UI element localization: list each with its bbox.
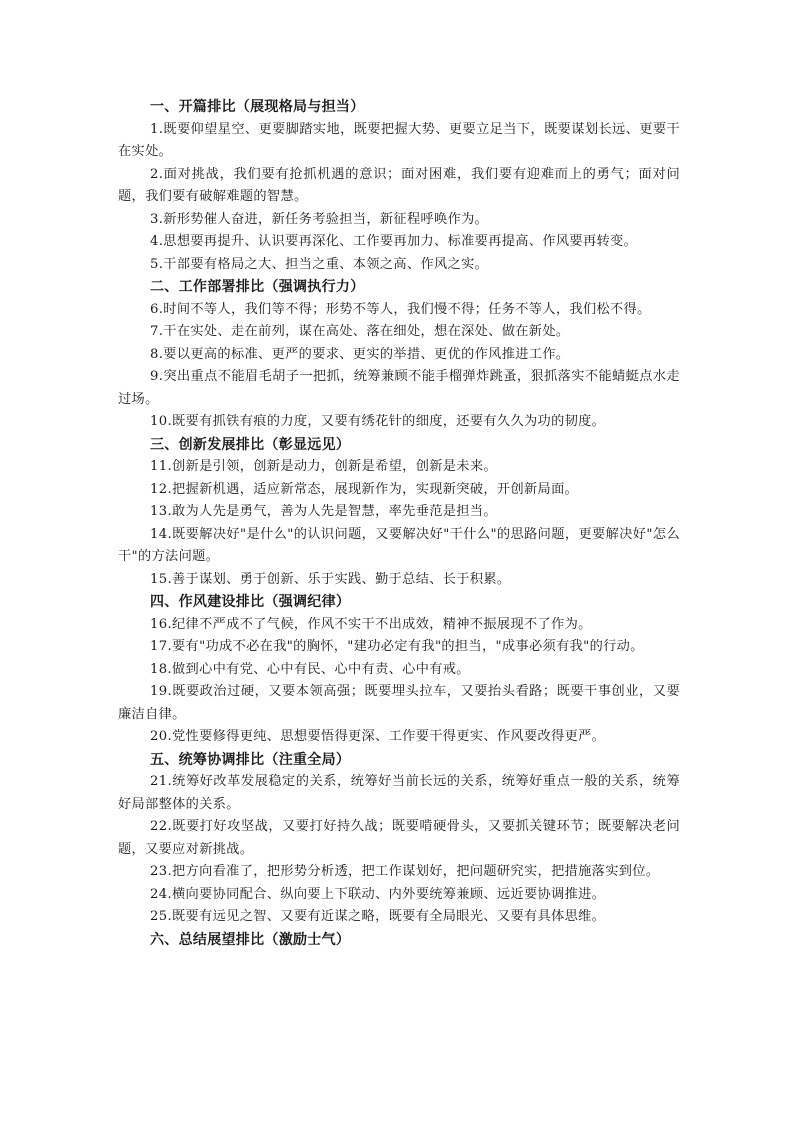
list-item: 5.干部要有格局之大、担当之重、本领之高、作风之实。 bbox=[150, 256, 489, 272]
list-item: 24.横向要协同配合、纵向要上下联动、内外要统筹兼顾、远近要协调推进。 bbox=[150, 886, 606, 902]
list-item: 19.既要政治过硬，又要本领高强；既要埋头拉车，又要抬头看路；既要干事创业，又要廉洁自律。 bbox=[118, 684, 680, 722]
section-heading-4: 四、作风建设排比（强调纪律） bbox=[150, 594, 351, 610]
list-item: 22.既要打好攻坚战，又要打好持久战；既要啃硬骨头，又要抓关键环节；既要解决老问题，又要应对新挑战。 bbox=[118, 819, 680, 857]
list-item: 2.面对挑战，我们要有抢抓机遇的意识；面对困难，我们要有迎难而上的勇气；面对问题，我们要有破解难题的智慧。 bbox=[118, 166, 680, 204]
list-item: 11.创新是引领，创新是动力，创新是希望，创新是未来。 bbox=[150, 459, 497, 474]
list-item: 15.善于谋划、勇于创新、乐于实践、勤于总结、长于积累。 bbox=[150, 571, 511, 587]
list-item: 3.新形势催人奋进，新任务考验担当，新征程呼唤作为。 bbox=[150, 211, 489, 227]
list-item: 6.时间不等人，我们等不得；形势不等人，我们慢不得；任务不等人，我们松不得。 bbox=[150, 301, 651, 317]
list-item: 4.思想要再提升、认识要再深化、工作要再加力、标准要再提高、作风要再转变。 bbox=[150, 234, 638, 249]
list-item: 16.纪律不严成不了气候，作风不实干不出成效，精神不振展现不了作为。 bbox=[150, 616, 592, 632]
list-item: 18.做到心中有党、心中有民、心中有责、心中有戒。 bbox=[150, 661, 470, 677]
section-heading-2: 二、工作部署排比（强调执行力） bbox=[150, 279, 365, 295]
list-item: 14.既要解决好"是什么"的认识问题，又要解决好"干什么"的思路问题，更要解决好"怎么干"的方法问题。 bbox=[118, 526, 680, 564]
section-heading-3: 三、创新发展排比（彰显远见） bbox=[150, 436, 351, 453]
list-item: 8.要以更高的标准、更严的要求、更实的举措、更优的作风推进工作。 bbox=[150, 346, 570, 362]
list-item: 23.把方向看准了，把形势分析透，把工作谋划好，把问题研究实，把措施落实到位。 bbox=[150, 864, 660, 879]
list-item: 21.统筹好改革发展稳定的关系，统筹好当前长远的关系，统筹好重点一般的关系，统筹好局部整体的关系。 bbox=[118, 774, 680, 812]
section-heading-1: 一、开篇排比（展现格局与担当） bbox=[150, 99, 365, 115]
list-item: 13.敢为人先是勇气，善为人先是智慧，率先垂范是担当。 bbox=[150, 504, 497, 519]
document-page bbox=[118, 96, 680, 951]
list-item: 17.要有"功成不必在我"的胸怀，"建功必定有我"的担当，"成事必须有我"的行动。 bbox=[150, 639, 644, 654]
list-item: 25.既要有远见之智、又要有近谋之略，既要有全局眼光、又要有具体思维。 bbox=[150, 909, 606, 924]
list-item: 7.干在实处、走在前列，谋在高处、落在细处，想在深处、做在新处。 bbox=[150, 324, 570, 339]
list-item: 20.党性要修得更纯、思想要悟得更深、工作要干得更实、作风要改得更严。 bbox=[150, 729, 606, 744]
list-item: 12.把握新机遇，适应新常态，展现新作为，实现新突破，开创新局面。 bbox=[150, 481, 579, 497]
section-heading-5: 五、统筹协调排比（注重全局） bbox=[150, 751, 351, 768]
list-item: 9.突出重点不能眉毛胡子一把抓，统筹兼顾不能手榴弹炸跳蚤，狠抓落实不能蜻蜓点水走过场。 bbox=[118, 369, 680, 407]
list-item: 10.既要有抓铁有痕的力度，又要有绣花针的细度，还要有久久为功的韧度。 bbox=[150, 414, 606, 429]
list-item: 1.既要仰望星空、更要脚踏实地，既要把握大势、更要立足当下，既要谋划长远、更要干在实处。 bbox=[118, 121, 680, 159]
section-heading-6: 六、总结展望排比（激励士气） bbox=[150, 931, 351, 948]
